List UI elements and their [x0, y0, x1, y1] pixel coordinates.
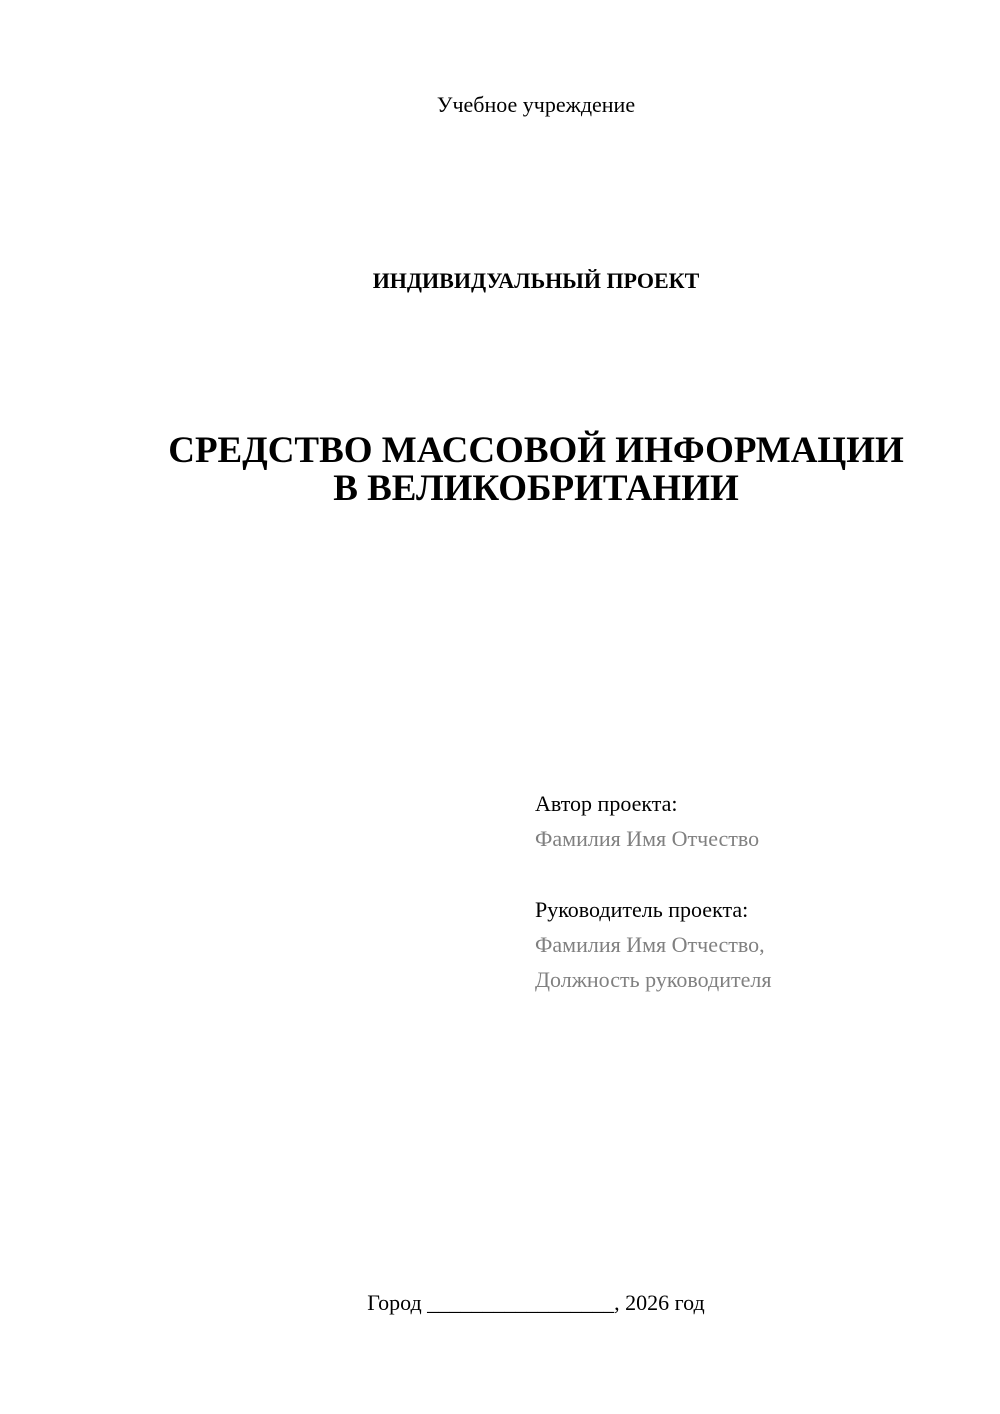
- project-title-line-2: В ВЕЛИКОБРИТАНИИ: [333, 468, 739, 509]
- institution-name: Учебное учреждение: [436, 92, 636, 117]
- supervisor-label: Руководитель проекта:: [535, 897, 749, 922]
- city-year: Город _________________, 2026 год: [367, 1290, 705, 1315]
- supervisor-name: Фамилия Имя Отчество,: [535, 932, 765, 957]
- document-type: ИНДИВИДУАЛЬНЫЙ ПРОЕКТ: [372, 268, 700, 293]
- info-spacer: [535, 856, 975, 892]
- project-title-line-1: СРЕДСТВО МАССОВОЙ ИНФОРМАЦИИ: [168, 430, 904, 471]
- project-info: [535, 786, 975, 997]
- author-name: Фамилия Имя Отчество: [535, 826, 760, 851]
- project-title: [0, 432, 1000, 508]
- author-label: Автор проекта:: [535, 791, 678, 816]
- supervisor-position: Должность руководителя: [535, 967, 772, 992]
